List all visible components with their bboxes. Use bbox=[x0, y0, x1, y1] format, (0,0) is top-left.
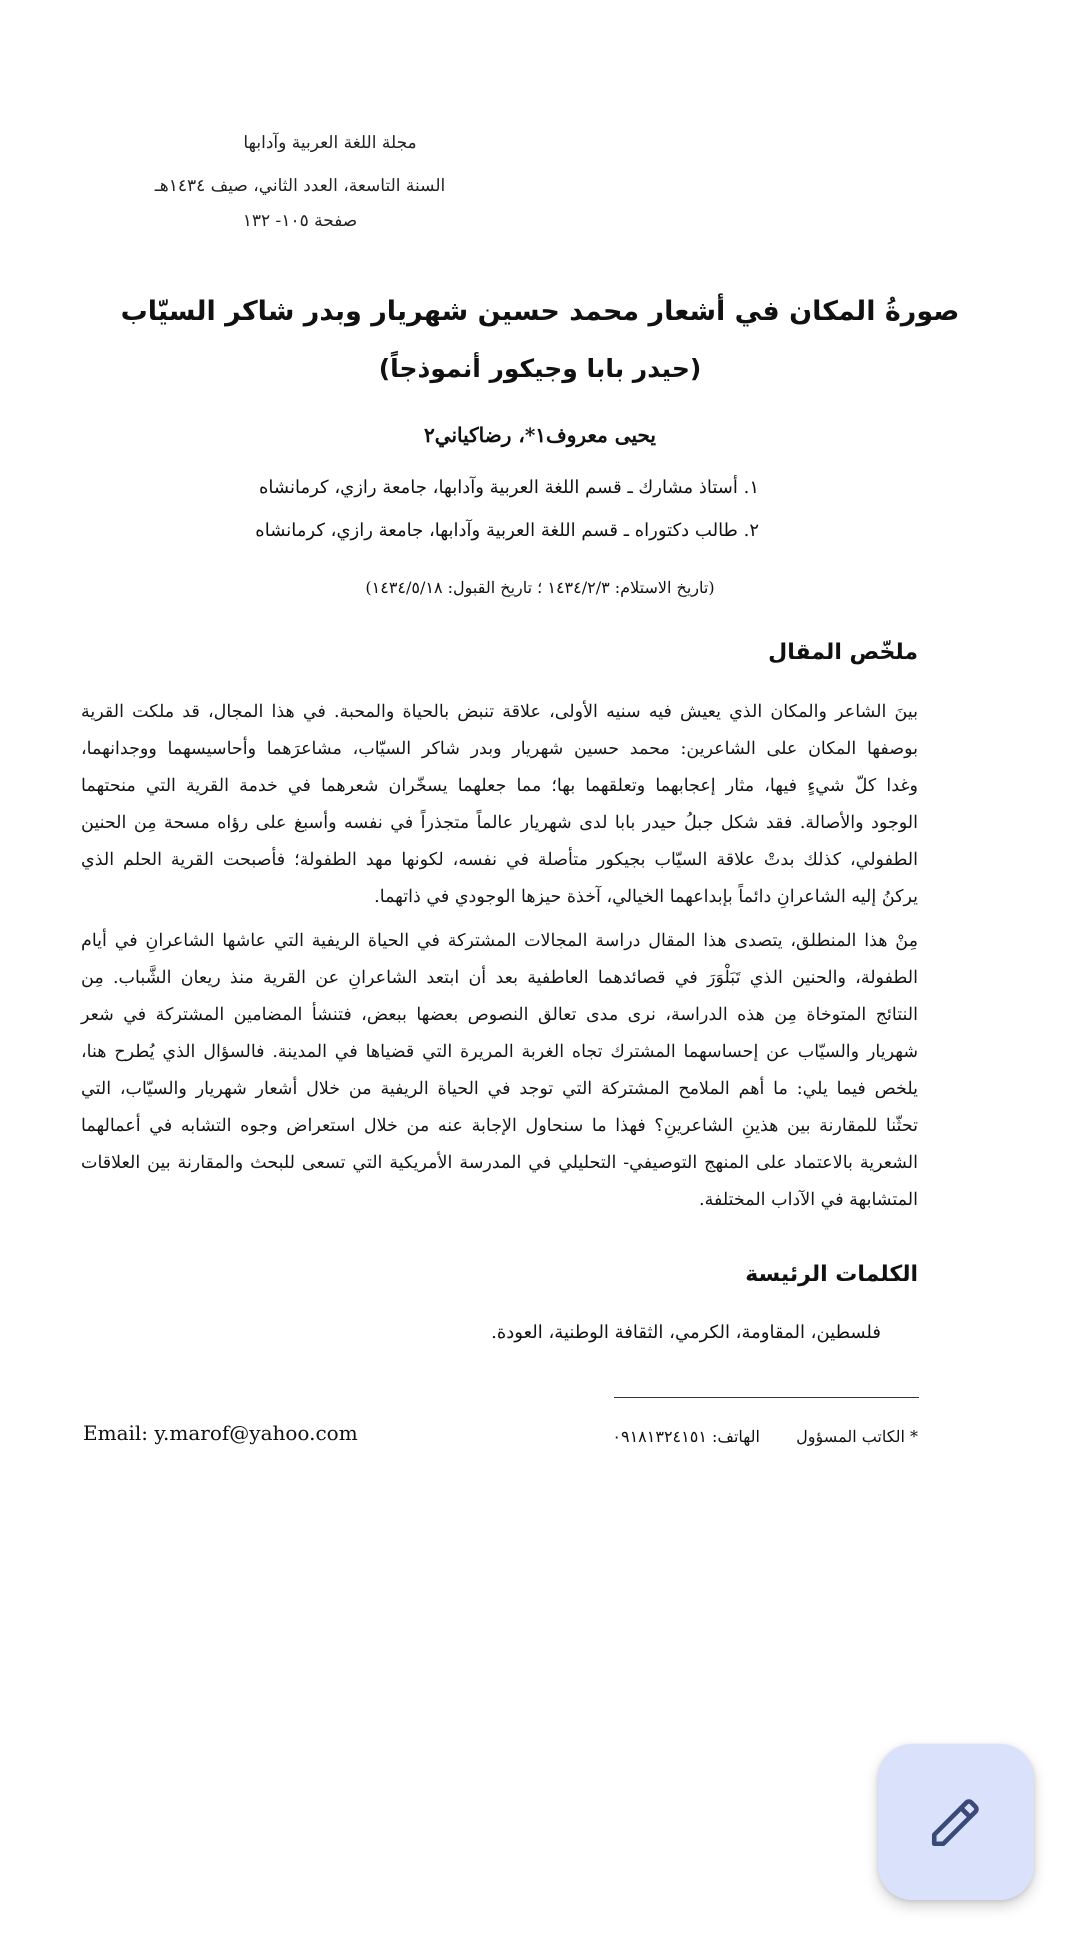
abstract-line: شهريار والسيّاب عن إحساسهما المشترك تجاه الغربة المريرة التي قضياها في المدينة. فالسؤال الذي يُطرح هنا، bbox=[81, 1042, 918, 1062]
abstract-line: بينَ الشاعر والمكان الذي يعيش فيه سنيه الأولى، علاقة تنبض بالحياة والمحبة. في هذا المجال، قد ملكت القرية bbox=[81, 702, 918, 722]
abstract-line: تحثّنا للمقارنة بين هذينِ الشاعرينِ؟ فهذا ما سنحاول الإجابة عنه من خلال استعراض وجوه التشابه في أعمالهما bbox=[81, 1116, 918, 1136]
keywords-heading: الكلمات الرئيسة bbox=[745, 1262, 918, 1287]
pencil-icon bbox=[927, 1793, 985, 1851]
authors: يحيى معروف١*، رضاكياني٢ bbox=[424, 423, 656, 447]
abstract-line: يركنُ إليه الشاعرانِ دائماً بإبداعهما الخيالي، آخذة حيزها الوجودي في ذاتهما. bbox=[374, 887, 918, 907]
phone-number: الهاتف: ٠٩١٨١٣٢٤١٥١ bbox=[612, 1427, 760, 1446]
abstract-line: بوصفها المكان على الشاعرين: محمد حسين شهريار وبدر شاكر السيّاب، مشاعرَهما وأحاسيسهما ووجدانهما، bbox=[81, 739, 918, 759]
abstract-line: الطفولة، والحنين الذي تَبَلْوَرَ في قصائدهما العاطفية بعد أن ابتعد الشاعرانِ عن القرية منذ ريعان الشَّباب. مِن bbox=[81, 968, 918, 988]
abstract-line: مِنْ هذا المنطلق، يتصدى هذا المقال دراسة المجالات المشتركة في الحياة الريفية التي عاشها الشاعرانِ في أيام bbox=[81, 931, 918, 951]
footnote-author bbox=[612, 1427, 918, 1446]
abstract-line: الطفولي، كذلك بدتْ علاقة السيّاب بجيكور متأصلة في نفسه، لكونها مهد الطفولة؛ فأصبحت القرية الحلم الذي bbox=[81, 850, 918, 870]
article-subtitle: (حيدر بابا وجيكور أنموذجاً) bbox=[378, 354, 702, 383]
abstract-line: الوجود والأصالة. فقد شكل جبلُ حيدر بابا لدى شهريار عالماً متجذراً في نفسه وأسبغ على رؤاه مسحة مِن الحنين bbox=[81, 813, 918, 833]
edit-button[interactable] bbox=[878, 1744, 1034, 1900]
abstract-line: النتائج المتوخاة مِن هذه الدراسة، نرى مدى تعالق النصوص بعضها ببعض، فتنشأ المضامين المشتركة في شعر bbox=[81, 1005, 918, 1025]
journal-name: مجلة اللغة العربية وآدابها bbox=[243, 133, 417, 153]
footnote-rule bbox=[614, 1397, 919, 1398]
article-title: صورةُ المكان في أشعار محمد حسين شهريار وبدر شاكر السيّاب bbox=[120, 296, 960, 327]
abstract-line: الشعرية بالاعتماد على المنهج التوصيفي- التحليلي في المدرسة الأمريكية التي تسعى للبحث والمقارنة بين العلاقات bbox=[81, 1153, 918, 1173]
submission-dates: (تاريخ الاستلام: ١٤٣٤/٢/٣ ؛ تاريخ القبول: ١٤٣٤/٥/١٨) bbox=[365, 578, 715, 597]
abstract-line: وغدا كلّ شيءٍ فيها، مثار إعجابهما وتعلقهما بها؛ مما جعلهما يسخّران شعرهما في خدمة القرية التي منحتهما bbox=[81, 776, 918, 796]
abstract-heading: ملخّص المقال bbox=[768, 640, 918, 665]
affiliation-1: ١. أستاذ مشارك ـ قسم اللغة العربية وآدابها، جامعة رازي، كرمانشاه bbox=[258, 477, 759, 498]
abstract-line: يلخص فيما يلي: ما أهم الملامح المشتركة التي توجد في الحياة الريفية من خلال أشعار شهريار والسيّاب، التي bbox=[81, 1079, 918, 1099]
affiliation-2: ٢. طالب دكتوراه ـ قسم اللغة العربية وآدابها، جامعة رازي، كرمانشاه bbox=[255, 520, 759, 541]
abstract-line: المتشابهة في الآداب المختلفة. bbox=[699, 1190, 918, 1210]
keywords-list: فلسطين، المقاومة، الكرمي، الثقافة الوطنية، العودة. bbox=[491, 1322, 881, 1343]
page-range: صفحة ١٠٥- ١٣٢ bbox=[242, 211, 358, 231]
email-address[interactable]: Email: y.marof@yahoo.com bbox=[83, 1421, 358, 1445]
corresponding-author-label: * الكاتب المسؤول bbox=[796, 1427, 918, 1446]
journal-issue: السنة التاسعة، العدد الثاني، صيف ١٤٣٤هـ bbox=[154, 176, 446, 196]
